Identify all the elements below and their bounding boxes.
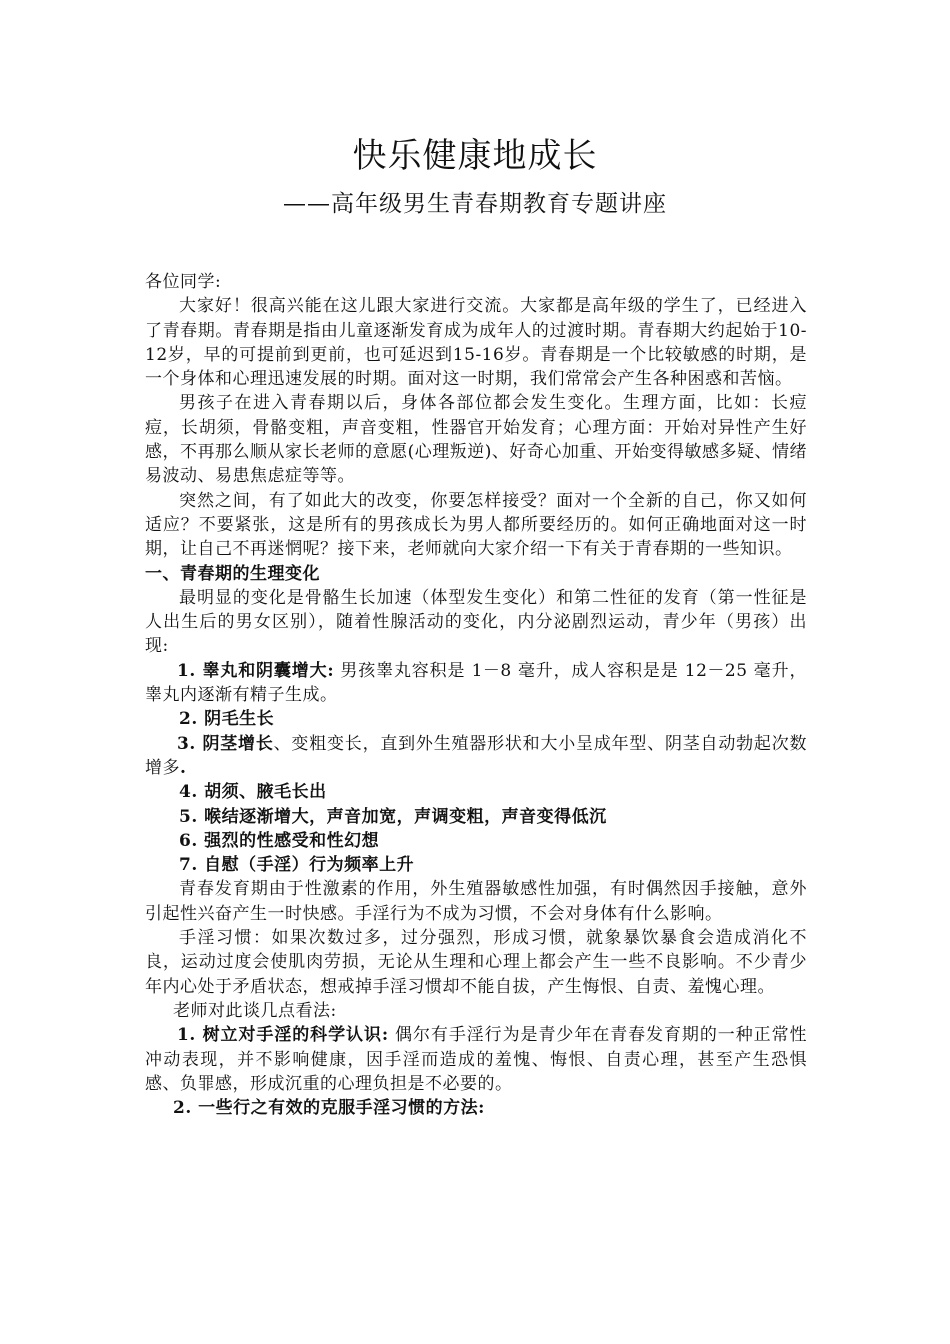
list-item-3-text: 、变粗变长，直到外生殖器形状和大小呈成年型、阴茎自动勃起次数增多	[145, 733, 808, 778]
point-1	[145, 1023, 807, 1096]
point-1-text: 偶尔有手淫行为是青少年在青春发育期的一种正常性冲动表现，并不影响健康，因手淫而造成的羞愧、悔恨、自责心理，甚至产生恐惧感、负罪感，形成沉重的心理负担是不必要的。	[145, 1025, 807, 1094]
greeting: 各位同学:	[145, 272, 222, 292]
list-item-1-label: 1. 睾丸和阴囊增大:	[177, 660, 335, 681]
list-item-1-text: 男孩睾丸容积是 1－8 毫升，成人容积是是 12－25 毫升，睾丸内逐渐有精子生成。	[145, 660, 807, 706]
list-item-2: 2. 阴毛生长	[179, 709, 275, 730]
paragraph-puberty-hormones: 青春发育期由于性激素的作用，外生殖器敏感性加强，有时偶然因手接触，意外引起性兴奋产生一时快感。手淫行为不成为习惯，不会对身体有什么影响。	[145, 879, 807, 924]
paragraph-teacher-views: 老师对此谈几点看法:	[173, 1000, 337, 1021]
point-1-label: 1. 树立对手淫的科学认识:	[177, 1025, 389, 1046]
list-item-4: 4. 胡须、腋毛长出	[179, 782, 327, 803]
list-item-6: 6. 强烈的性感受和性幻想	[179, 830, 380, 851]
intro-paragraph-2: 男孩子在进入青春期以后，身体各部位都会发生变化。生理方面，比如：长痘痘，长胡须，骨骼变粗，声音变粗，性器官开始发育；心理方面：开始对异性产生好感，不再那么顺从家长老师的意愿(心理叛逆)、好奇心加重、开始变得敏感多疑、情绪易波动、易患焦虑症等等。	[145, 393, 807, 487]
intro-paragraph-1: 大家好！很高兴能在这儿跟大家进行交流。大家都是高年级的学生了，已经进入了青春期。青春期是指由儿童逐渐发育成为成年人的过渡时期。青春期大约起始于10-12岁，早的可提前到更前，也可延迟到15-16岁。青春期是一个比较敏感的时期，是一个身体和心理迅速发展的时期。面对这一时期，我们常常会产生各种困惑和苦恼。	[145, 296, 807, 390]
list-item-5: 5. 喉结逐渐增大，声音加宽，声调变粗，声音变得低沉	[179, 806, 607, 827]
intro-paragraph-3: 突然之间，有了如此大的改变，你要怎样接受？面对一个全新的自己，你又如何适应？不要紧张，这是所有的男孩成长为男人都所要经历的。如何正确地面对这一时期，让自己不再迷惘呢？接下来，老师就向大家介绍一下有关于青春期的一些知识。	[145, 490, 807, 560]
paragraph-habit: 手淫习惯：如果次数过多，过分强烈，形成习惯，就象暴饮暴食会造成消化不良，运动过度会使肌肉劳损，无论从生理和心理上都会产生一些不良影响。不少青少年内心处于矛盾状态，想戒掉手淫习惯却不能自拔，产生悔恨、自责、羞愧心理。	[145, 928, 807, 997]
point-2: 2. 一些行之有效的克服手淫习惯的方法:	[173, 1098, 485, 1119]
list-item-3-end: .	[180, 757, 187, 778]
document-title: 快乐健康地成长	[352, 136, 598, 176]
section-heading-physiological-changes: 一、青春期的生理变化	[145, 563, 320, 584]
list-item-7: 7. 自慰（手淫）行为频率上升	[179, 855, 415, 876]
list-item-3-label: 3. 阴茎增长	[177, 733, 274, 754]
section1-paragraph: 最明显的变化是骨骼生长加速（体型发生变化）和第二性征的发育（第一性征是人出生后的男女区别），随着性腺活动的变化，内分泌剧烈运动，青少年（男孩）出现:	[145, 587, 807, 657]
document-subtitle: ——高年级男生青春期教育专题讲座	[283, 191, 667, 217]
list-item-1	[145, 659, 807, 708]
document-body	[145, 270, 807, 1120]
list-item-3	[145, 732, 807, 781]
